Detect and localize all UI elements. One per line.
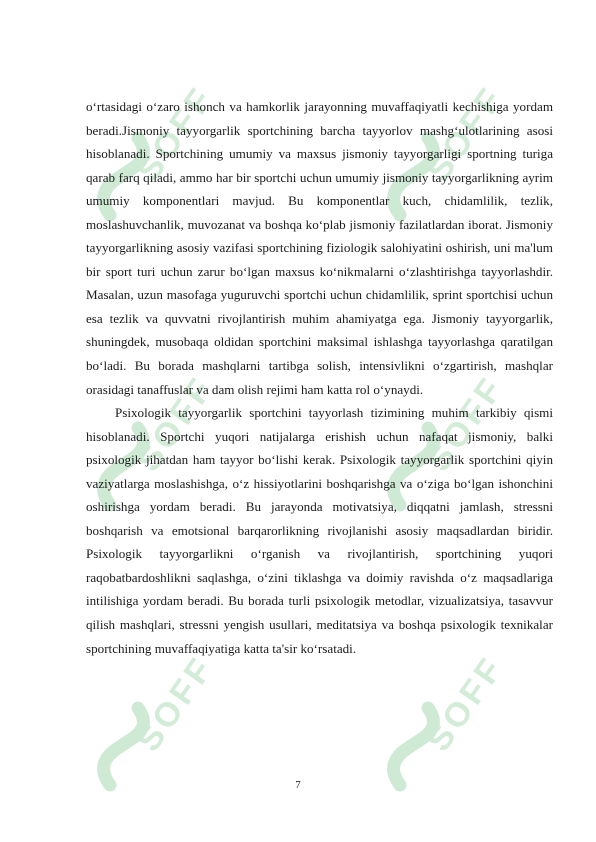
watermark-text: SOFF — [419, 79, 512, 189]
paragraph-psychological-preparation: Psixologik tayyorgarlik sportchini tayyorlash tizimining muhim tarkibiy qismi hisoblanadi. Sportchi yuqori natijalarga erishish uchun nafaqat jismoniy, balki psixologik jihatdan ham tayyor bo‘lishi kerak. Psixologik tayyorgarlik sportchini qiyin vaziyatlarga moslashishga, o‘z hissiyotlarini boshqarishga va o‘ziga bo‘lgan ishonchini oshirishga yordam beradi. Bu jarayonda motivatsiya, diqqatni jamlash, stressni boshqarish va emotsional barqarorlikning rivojlanishi asosiy maqsadlardan biridir. Psixologik tayyorgarlikni o‘rganish va rivojlantirish, sportchining yuqori raqobatbardoshlikni saqlashga, o‘zini tiklashga va doimiy ravishda o‘z maqsadlariga intilishiga yordam beradi. Bu borada turli psixologik metodlar, vizualizatsiya, tasavvur qilish mashqlari, stressni yengish usullari, meditatsiya va boshqa psixologik texnikalar sportchining muvaffaqiyatiga katta ta'sir ko‘rsatadi. — [86, 405, 553, 656]
paragraph-physical-preparation: o‘rtasidagi o‘zaro ishonch va hamkorlik jarayonning muvaffaqiyatli kechishiga yordam beradi.Jismoniy tayyorgarlik sportchining barcha tayyorlov mashg‘ulotlarining asosi hisoblanadi. Sportchining umumiy va maxsus jismoniy tayyorgarligi sportning turiga qarab farq qiladi, ammo har bir sportchi uchun umumiy jismoniy tayyorgarlikning ayrim umumiy komponentlari mavjud. Bu komponentlar kuch, chidamlilik, tezlik, moslashuvchanlik, muvozanat va boshqa ko‘plab jismoniy fazilatlardan iborat. Jismoniy tayyorgarlikning asosiy vazifasi sportchining fiziologik salohiyatini oshirish, uni ma'lum bir sport turi uchun zarur bo‘lgan maxsus ko‘nikmalarni o‘zlashtirishga tayyorlashdir. Masalan, uzun masofaga yuguruvchi sportchi uchun chidamlilik, sprint sportchisi uchun esa tezlik va quvvatni rivojlantirish muhim ahamiyatga ega. Jismoniy tayyorgarlik, shuningdek, musobaqa oldidan sportchini maksimal ishlashga tayyorlashga qaratilgan bo‘ladi. Bu borada mashqlarni tartibga solish, intensivlikni o‘zgartirish, mashqlar orasidagi tanaffuslar va dam olish rejimi ham katta rol o‘ynaydi. — [86, 99, 553, 397]
watermark-text: SOFF — [129, 369, 222, 479]
watermark-text: SOFF — [129, 649, 222, 759]
watermark-text: SOFF — [419, 649, 512, 759]
watermark-text: SOFF — [129, 79, 222, 189]
document-body — [86, 95, 553, 660]
page-number: 7 — [295, 779, 301, 791]
watermark-text: SOFF — [419, 369, 512, 479]
